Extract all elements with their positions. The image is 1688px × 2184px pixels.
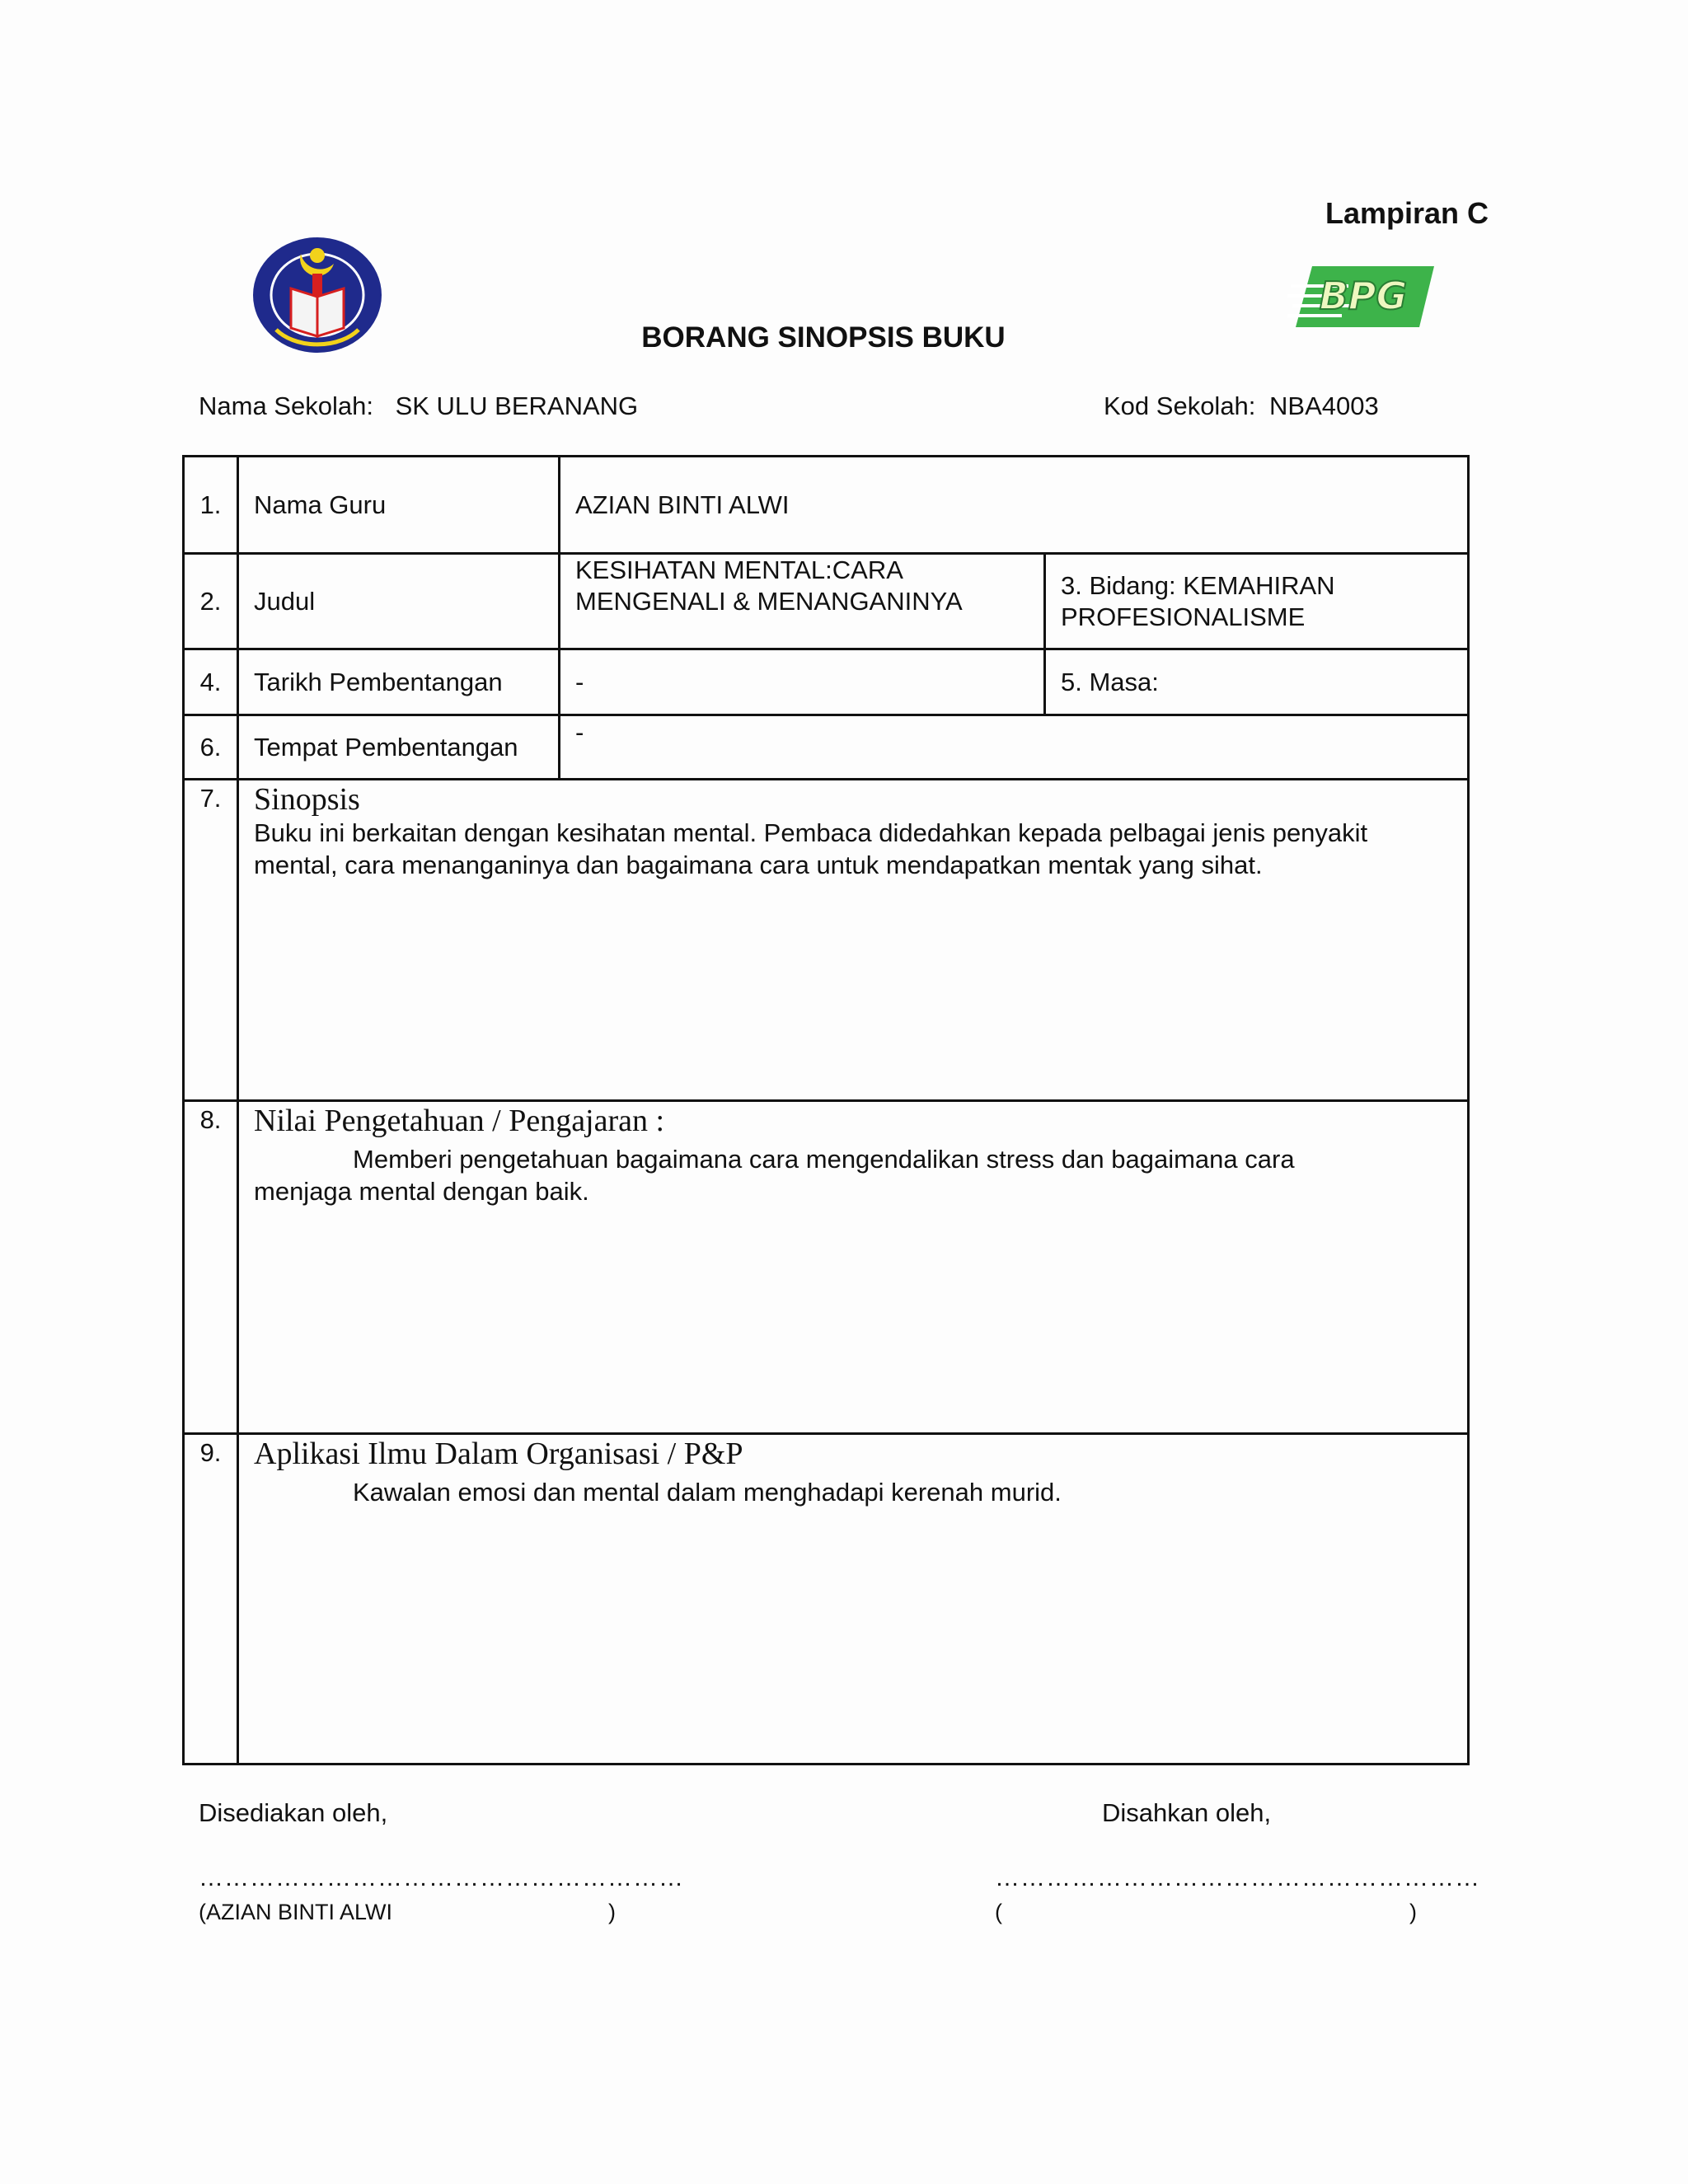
field-value: 3. Bidang: KEMAHIRAN PROFESIONALISME (1045, 554, 1469, 649)
lampiran-label: Lampiran C (1325, 196, 1489, 230)
approved-close-paren: ) (1409, 1900, 1417, 1924)
book-title-value: KESIHATAN MENTAL:CARA MENGENALI & MENANGANINYA (560, 554, 1045, 649)
prepared-close-paren: ) (608, 1900, 616, 1924)
row-number: 9. (184, 1434, 238, 1765)
prepared-by-label: Disediakan oleh, (199, 1798, 388, 1827)
school-name-label: Nama Sekolah: (199, 391, 373, 420)
place-value (560, 715, 1469, 780)
row-number: 2. (184, 554, 238, 649)
row-date (184, 649, 1469, 715)
knowledge-text: Memberi pengetahuan bagaimana cara mengendalikan stress dan bagaimana cara menjaga mental dengan baik. (254, 1145, 1295, 1206)
school-code-label: Kod Sekolah: (1104, 391, 1256, 420)
synopsis-heading: Sinopsis (254, 782, 360, 817)
row-number: 4. (184, 649, 238, 715)
prepared-name: (AZIAN BINTI ALWI (199, 1900, 393, 1924)
school-code-line (1104, 391, 1379, 421)
approved-signature-line: ………………………………………………… (995, 1864, 1480, 1891)
form-title-text: BORANG SINOPSIS BUKU (641, 321, 1006, 354)
bpg-logo-text: BPG (1319, 274, 1408, 318)
school-name-value: SK ULU BERANANG (395, 391, 639, 420)
synopsis-text: Buku ini berkaitan dengan kesihatan mental. Pembaca didedahkan kepada pelbagai jenis penyakit mental, cara menanganinya dan bagaimana cara untuk mendapatkan mentak yang sihat. (254, 818, 1368, 879)
approved-open-paren: ( (995, 1900, 1002, 1924)
knowledge-heading: Nilai Pengetahuan / Pengajaran : (254, 1104, 665, 1138)
application-text: Kawalan emosi dan mental dalam menghadapi kerenah murid. (353, 1478, 1062, 1507)
row-number: 8. (184, 1101, 238, 1434)
synopsis-form-table (182, 455, 1470, 1765)
form-title (0, 321, 1688, 354)
synopsis-cell (238, 780, 1469, 1101)
row-label: Judul (238, 554, 560, 649)
row-number: 1. (184, 457, 238, 554)
teacher-name-value: AZIAN BINTI ALWI (560, 457, 1469, 554)
school-code-value: NBA4003 (1269, 391, 1379, 420)
application-cell (238, 1434, 1469, 1765)
row-teacher-name (184, 457, 1469, 554)
row-number: 6. (184, 715, 238, 780)
row-application (184, 1434, 1469, 1765)
row-title (184, 554, 1469, 649)
application-heading: Aplikasi Ilmu Dalam Organisasi / P&P (254, 1436, 743, 1471)
row-label: Tempat Pembentangan (238, 715, 560, 780)
time-label: 5. Masa: (1045, 649, 1469, 715)
date-value: - (560, 649, 1045, 715)
row-label: Nama Guru (238, 457, 560, 554)
row-knowledge-value (184, 1101, 1469, 1434)
school-name-line (199, 391, 638, 421)
row-synopsis (184, 780, 1469, 1101)
place-value-text: - (575, 717, 584, 747)
row-label: Tarikh Pembentangan (238, 649, 560, 715)
prepared-signature-line: ………………………………………………… (199, 1864, 684, 1891)
row-place (184, 715, 1469, 780)
row-number: 7. (184, 780, 238, 1101)
knowledge-cell (238, 1101, 1469, 1434)
approved-by-label: Disahkan oleh, (1102, 1798, 1272, 1827)
